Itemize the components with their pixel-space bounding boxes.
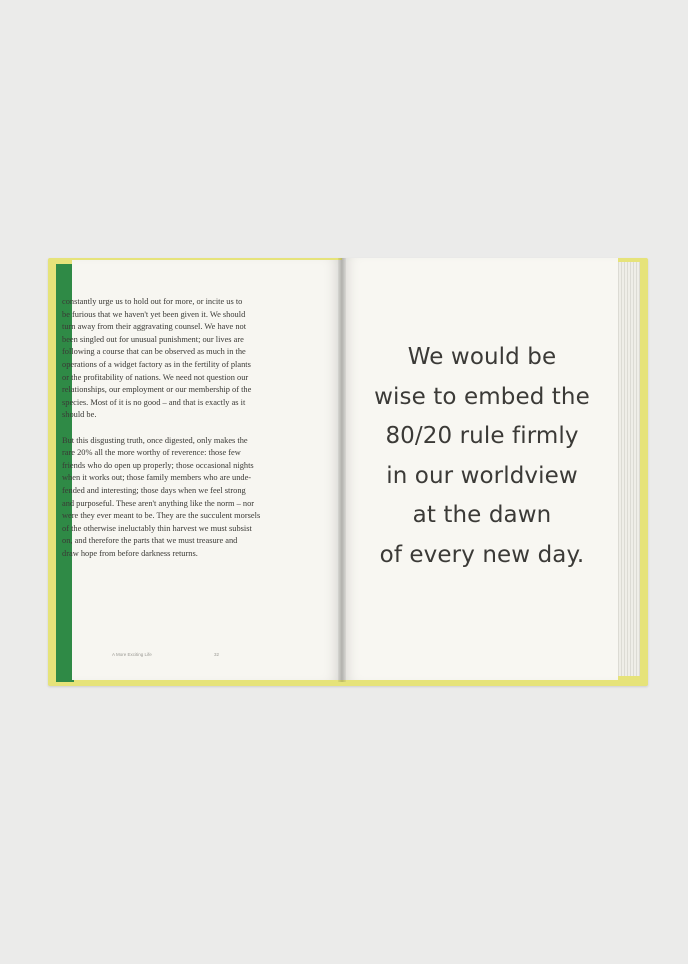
pull-quote	[352, 338, 612, 575]
running-footer: A More Exciting Life	[112, 652, 152, 657]
paragraph-2: But this disgusting truth, once digested, only makes the rare 20% all the more worthy of reverence: those few friends who do open up properly; those occasional nights when it works out; those family members who are unde- fended and interesting; those days when we feel strong and purposeful. These aren't anything like the norm – nor were they ever meant to be. They are the succulent morsels of the otherwise ineluctably thin harvest we must subsist on, and therefore the parts that we must treasure and draw hope from before darkness returns.	[62, 435, 261, 558]
quote-line: 80/20 rule firmly	[385, 423, 579, 449]
quote-line: in our worldview	[386, 462, 578, 489]
quote-line: We would be	[407, 344, 557, 370]
page-edges	[616, 262, 640, 676]
quote-line: of every new day.	[379, 541, 585, 568]
quote-line: wise to embed the	[374, 383, 590, 410]
book-gutter	[338, 258, 346, 682]
paragraph-1: constantly urge us to hold out for more, or incite us to be furious that we haven't yet been given it. We should turn away from their aggravating counsel. We have not been singled out for unusual punishment; our lives are following a course that can be observed as much in the operations of a widget factory as in the fertility of plants or the profitability of nations. We need not question our relationships, our employment or our membership of the species. Most of it is no good – and that is exactly as it should be.	[62, 297, 252, 420]
page-number: 32	[214, 652, 220, 657]
left-page-text	[62, 296, 322, 560]
quote-line: at the dawn	[412, 502, 552, 528]
